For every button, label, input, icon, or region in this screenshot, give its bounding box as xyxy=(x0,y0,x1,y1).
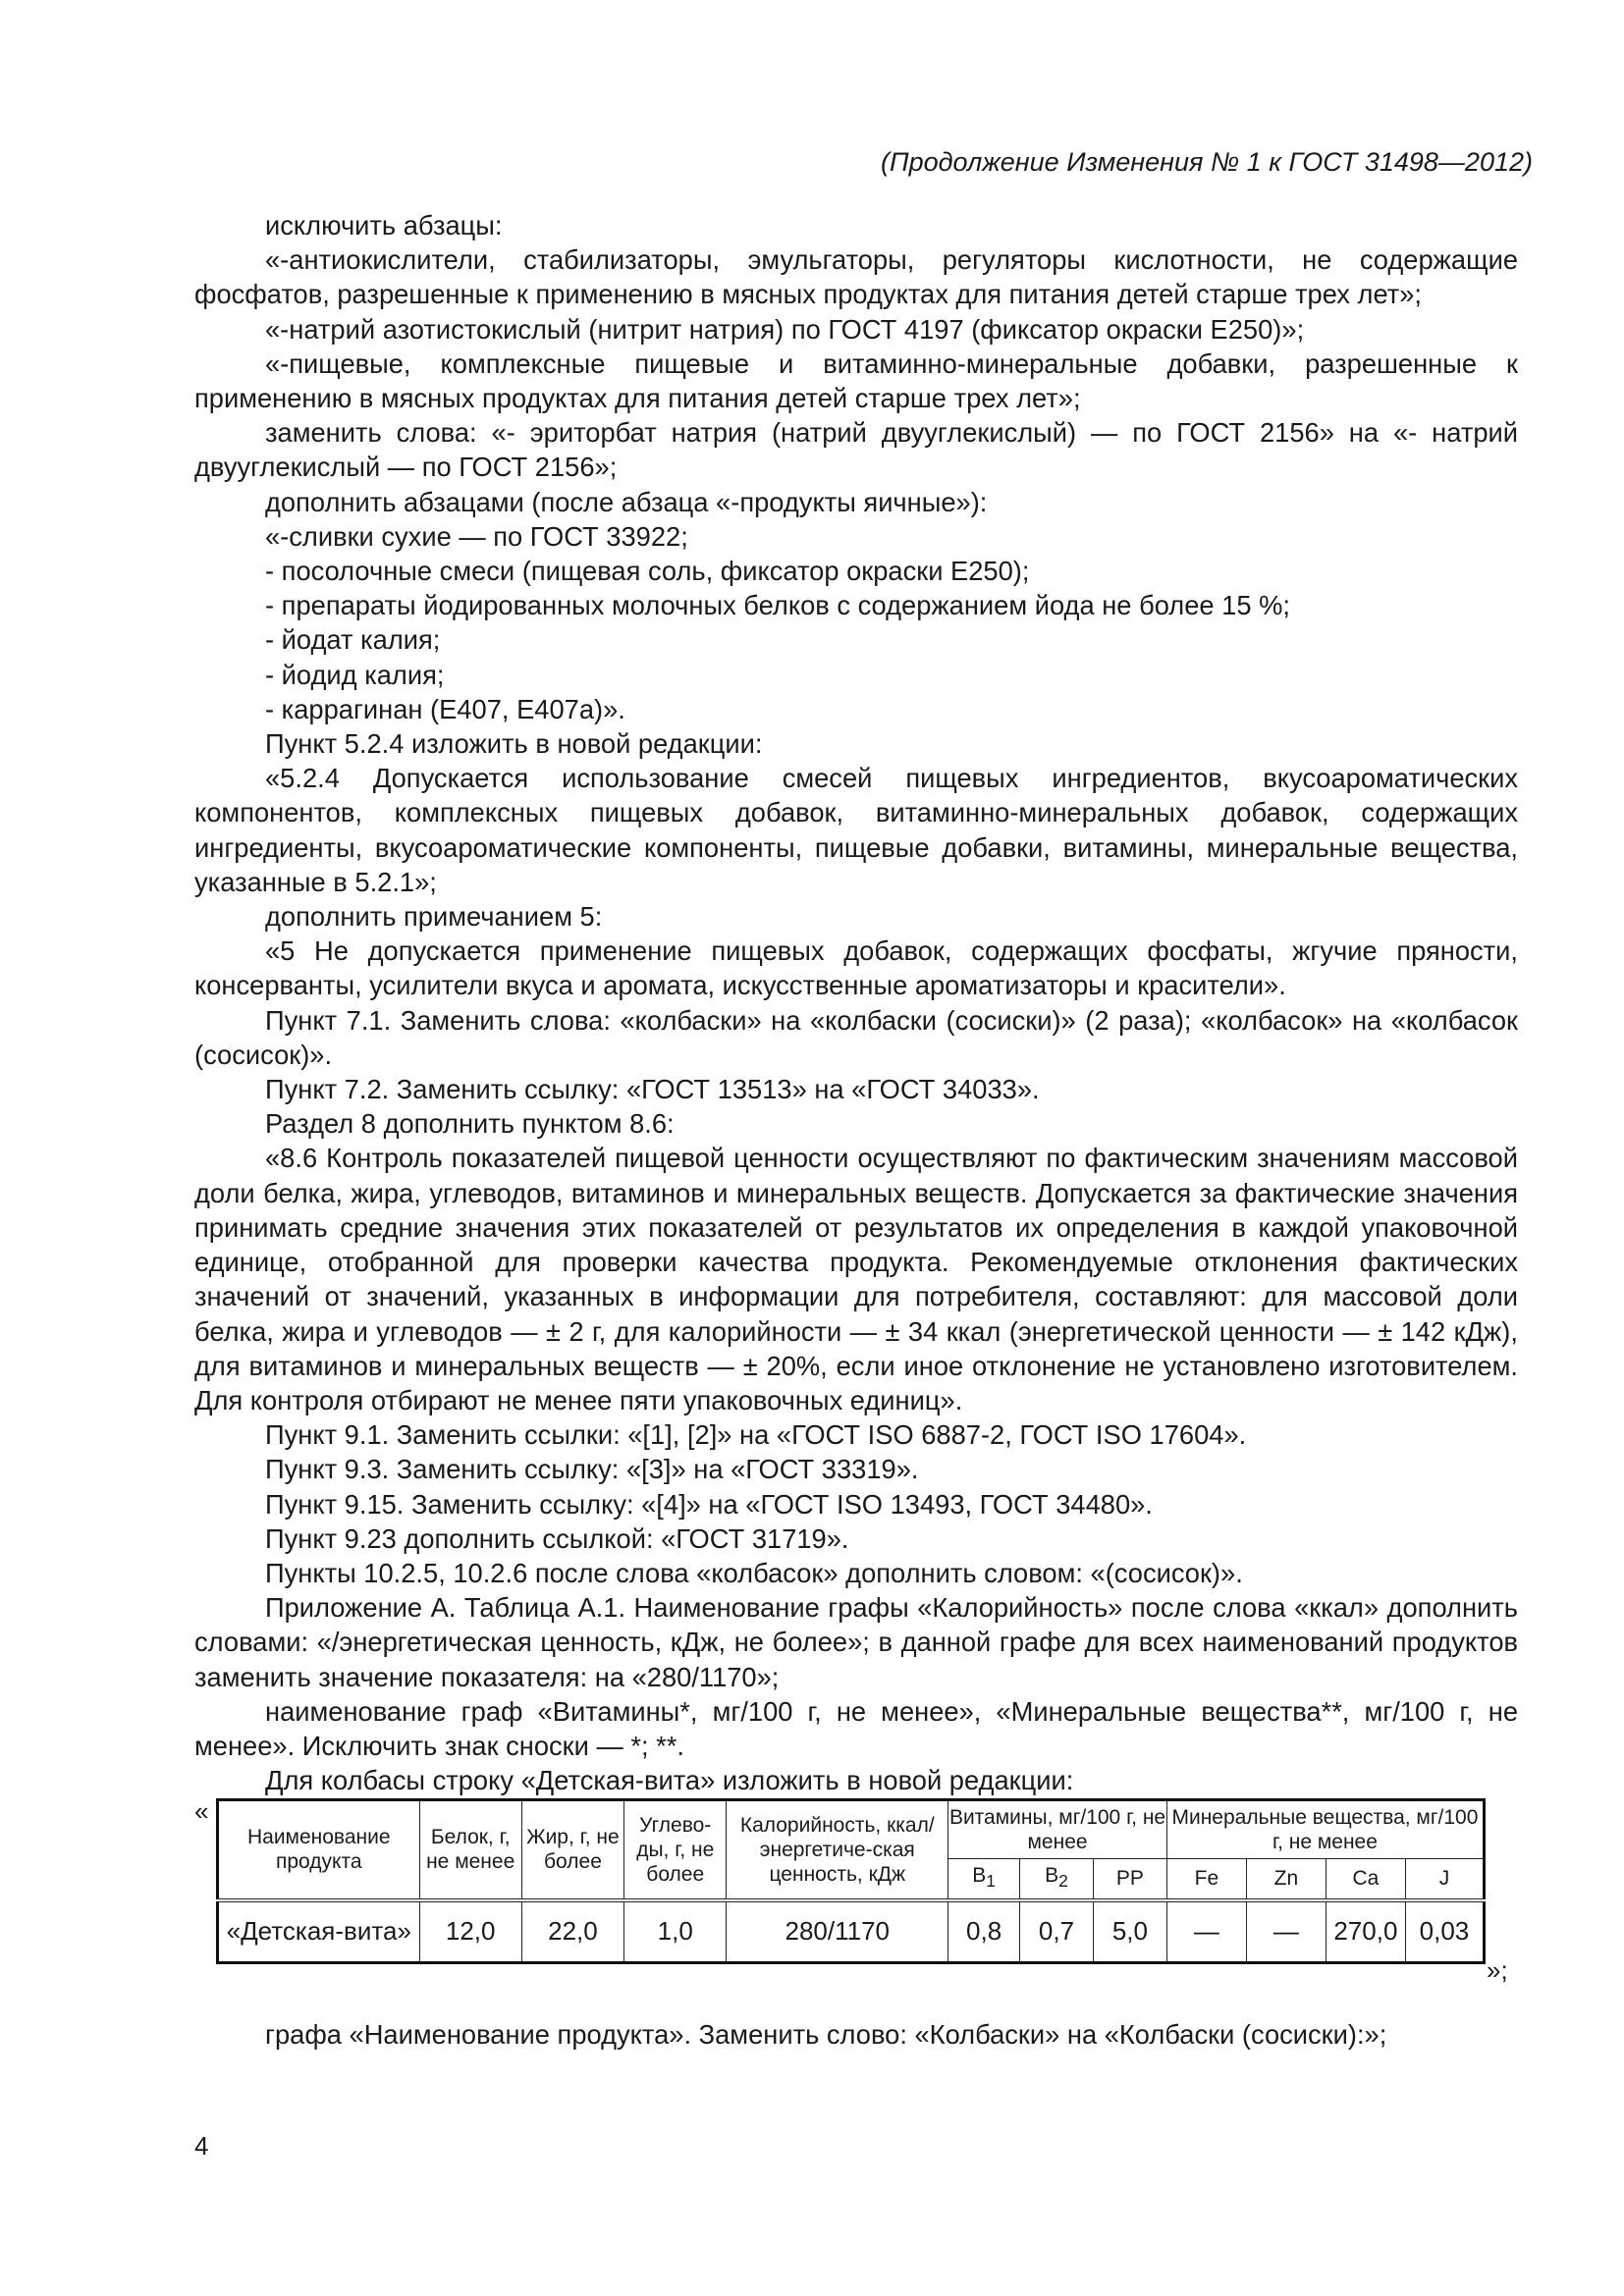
cell-pp: 5,0 xyxy=(1093,1900,1166,1963)
header-vitamins: Витамины, мг/100 г, не менее xyxy=(948,1800,1167,1859)
paragraph: Пункт 7.1. Заменить слова: «колбаски» на «колбаски (сосиски)» (2 раза); «колбасок» на «колбасок (сосисок)». xyxy=(194,1004,1518,1070)
paragraph: - препараты йодированных молочных белков с содержанием йода не более 15 %; xyxy=(265,590,1290,621)
cell-protein: 12,0 xyxy=(419,1900,521,1963)
header-calories: Калорийность, ккал/энергетиче-ская ценность, кДж xyxy=(727,1800,948,1900)
header-name: Наименование продукта xyxy=(218,1800,420,1900)
paragraph: Пункт 7.2. Заменить ссылку: «ГОСТ 13513» на «ГОСТ 34033». xyxy=(265,1074,1040,1105)
table-row xyxy=(218,1900,1485,1963)
paragraph: Пункт 9.15. Заменить ссылку: «[4]» на «ГОСТ ISO 13493, ГОСТ 34480». xyxy=(265,1488,1153,1520)
header-carbs: Углево-ды, г, не более xyxy=(624,1800,727,1900)
cell-carbs: 1,0 xyxy=(624,1900,727,1963)
paragraph: заменить слова: «- эриторбат натрия (натрий двууглекислый) — по ГОСТ 2156» на «- натрий двууглекислый — по ГОСТ 2156»; xyxy=(194,417,1518,483)
header-j: J xyxy=(1405,1859,1484,1900)
paragraph: - йодид калия; xyxy=(265,659,445,690)
cell-j: 0,03 xyxy=(1405,1900,1484,1963)
header-b1: $B_1$ xyxy=(948,1859,1020,1900)
paragraph: «-пищевые, комплексные пищевые и витаминно-минеральные добавки, разрешенные к применению в мясных продуктах для питания детей старше трех лет»; xyxy=(194,347,1518,414)
cell-fat: 22,0 xyxy=(521,1900,623,1963)
paragraph: «-натрий азотистокислый (нитрит натрия) по ГОСТ 4197 (фиксатор окраски Е250)»; xyxy=(265,313,1305,345)
paragraph: - посолочные смеси (пищевая соль, фиксатор окраски Е250); xyxy=(265,556,1030,587)
cell-b1: 0,8 xyxy=(948,1900,1020,1963)
page-number: 4 xyxy=(194,2131,209,2161)
paragraph: наименование граф «Витамины*, мг/100 г, не менее», «Минеральные вещества**, мг/100 г, не менее». Исключить знак сноски — *; **. xyxy=(194,1695,1518,1761)
paragraph: «-сливки сухие — по ГОСТ 33922; xyxy=(265,520,688,552)
paragraph: Пункт 9.3. Заменить ссылку: «[3]» на «ГОСТ 33319». xyxy=(265,1454,919,1485)
paragraph: дополнить примечанием 5: xyxy=(265,901,603,933)
paragraph: «-антиокислители, стабилизаторы, эмульгаторы, регуляторы кислотности, не содержащие фосфатов, разрешенные к применению в мясных продуктах для питания детей старше трех лет»; xyxy=(194,244,1518,310)
paragraph: «8.6 Контроль показателей пищевой ценности осуществляют по фактическим значениям массовой доли белка, жира, углеводов, витаминов и минеральных веществ. Допускается за фактические значения принимать средние значения этих показателей от результатов их определения в каждой упаковочной единице, отобранной для проверки качества продукта. Рекомендуемые отклонения фактических значений от значений, указанных в информации для потребителя, составляют: для массовой доли белка, жира и углеводов — ± 2 г, для калорийности — ± 34 ккал (энергетической ценности — ± 142 кДж), для витаминов и минеральных веществ — ± 20%, если иное отклонение не установлено изготовителем. Для контроля отбирают не менее пяти упаковочных единиц». xyxy=(194,1143,1518,1415)
paragraph: Приложение А. Таблица А.1. Наименование графы «Калорийность» после слова «ккал» дополнить словами: «/энергетическая ценность, кДж, не более»; в данной графе для всех наименований продуктов заменить значение показателя: на «280/1170»; xyxy=(194,1592,1518,1692)
paragraph: Пункт 9.1. Заменить ссылки: «[1], [2]» на «ГОСТ ISO 6887-2, ГОСТ ISO 17604». xyxy=(265,1419,1247,1451)
paragraph: дополнить абзацами (после абзаца «-продукты яичные»): xyxy=(265,486,988,517)
table-open-quote: « xyxy=(194,1796,209,1826)
header-zn: Zn xyxy=(1246,1859,1326,1900)
header-ca: Ca xyxy=(1326,1859,1405,1900)
paragraph: Пункты 10.2.5, 10.2.6 после слова «колбасок» дополнить словом: «(сосисок)». xyxy=(265,1557,1243,1588)
cell-calories: 280/1170 xyxy=(727,1900,948,1963)
paragraph: Пункт 5.2.4 изложить в новой редакции: xyxy=(265,728,763,760)
table-close-quote: »; xyxy=(1487,1955,1508,1985)
header-fe: Fe xyxy=(1166,1859,1246,1900)
paragraph: Пункт 9.23 дополнить ссылкой: «ГОСТ 31719». xyxy=(265,1522,849,1554)
header-fat: Жир, г, не более xyxy=(521,1800,623,1900)
cell-b2: 0,7 xyxy=(1020,1900,1094,1963)
header-protein: Белок, г, не менее xyxy=(419,1800,521,1900)
paragraph: Для колбасы строку «Детская-вита» изложить в новой редакции: xyxy=(265,1765,1074,1796)
cell-zn: — xyxy=(1246,1900,1326,1963)
body-text xyxy=(194,208,1518,1797)
cell-ca: 270,0 xyxy=(1326,1900,1405,1963)
paragraph: «5.2.4 Допускается использование смесей пищевых ингредиентов, вкусоароматических компонентов, комплексных пищевых добавок, витаминно-минеральных добавок, содержащих ингредиенты, вкусоароматические компоненты, пищевые добавки, витамины, минеральные вещества, указанные в 5.2.1»; xyxy=(194,763,1518,897)
cell-fe: — xyxy=(1166,1900,1246,1963)
header-b2: $B_2$ xyxy=(1020,1859,1094,1900)
paragraph: Раздел 8 дополнить пунктом 8.6: xyxy=(265,1108,675,1140)
header-pp: PP xyxy=(1093,1859,1166,1900)
after-table-text: графа «Наименование продукта». Заменить слово: «Колбаски» на «Колбаски (сосиски):»; xyxy=(265,2019,1387,2050)
cell-name: «Детская-вита» xyxy=(218,1900,420,1963)
running-header: (Продолжение Изменения № 1 к ГОСТ 31498—2012) xyxy=(881,147,1533,177)
paragraph: «5 Не допускается применение пищевых добавок, содержащих фосфаты, жгучие пряности, консерванты, усилители вкуса и аромата, искусственные ароматизаторы и красители». xyxy=(194,935,1518,1001)
paragraph: - каррагинан (Е407, Е407а)». xyxy=(265,693,625,724)
nutrition-table xyxy=(216,1798,1486,1964)
paragraph: исключить абзацы: xyxy=(265,210,503,240)
header-minerals: Минеральные вещества, мг/100 г, не менее xyxy=(1166,1800,1484,1859)
paragraph: - йодат калия; xyxy=(265,624,441,656)
